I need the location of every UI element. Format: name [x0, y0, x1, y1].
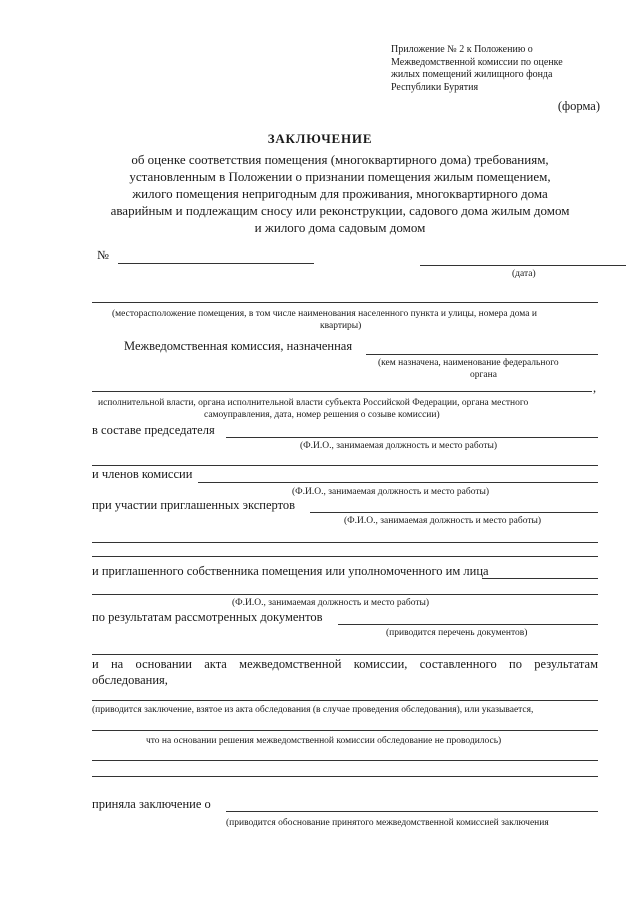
act-conclusion-field-continued[interactable]	[92, 730, 598, 731]
subtitle-line: установленным в Положении о признании помещения жилым помещением,	[129, 169, 551, 184]
subtitle-line: об оценке соответствия помещения (многоквартирного дома) требованиям,	[131, 152, 549, 167]
date-caption: (дата)	[512, 269, 536, 279]
experts-field-continued[interactable]	[92, 542, 598, 543]
commission-label: Межведомственная комиссия, назначенная	[124, 339, 353, 353]
act-conclusion-field-continued[interactable]	[92, 760, 598, 761]
experts-field[interactable]	[310, 512, 598, 513]
date-field[interactable]	[420, 265, 626, 266]
number-field[interactable]	[118, 263, 314, 264]
decision-field[interactable]	[226, 811, 598, 812]
comma: ,	[593, 381, 597, 395]
chairman-field-continued[interactable]	[92, 465, 598, 466]
location-field[interactable]	[92, 302, 598, 303]
act-text: обследования,	[92, 673, 168, 687]
documents-caption: (приводится перечень документов)	[386, 628, 528, 638]
appendix-line: Межведомственной комиссии по оценке	[391, 56, 563, 68]
appendix-line: жилых помещений жилищного фонда	[391, 69, 553, 80]
number-label: №	[97, 248, 109, 262]
experts-caption: (Ф.И.О., занимаемая должность и место работы)	[344, 516, 542, 526]
location-caption: квартиры)	[320, 321, 362, 331]
decision-label: приняла заключение о	[92, 797, 211, 811]
documents-label: по результатам рассмотренных документов	[92, 610, 323, 624]
documents-field-continued[interactable]	[92, 654, 598, 655]
subtitle-line: и жилого дома садовым домом	[254, 220, 426, 235]
documents-field[interactable]	[338, 624, 598, 625]
chairman-caption: (Ф.И.О., занимаемая должность и место работы)	[300, 441, 498, 451]
act-conclusion-field-continued[interactable]	[92, 776, 598, 777]
chairman-field[interactable]	[226, 437, 598, 438]
chairman-label: в составе председателя	[92, 423, 215, 437]
appendix-header	[391, 44, 591, 94]
owner-field-continued[interactable]	[92, 594, 598, 595]
act-caption: что на основании решения межведомственной комиссии обследование не проводилось)	[146, 736, 502, 746]
form-label: (форма)	[557, 99, 600, 113]
members-label: и членов комиссии	[92, 467, 193, 481]
act-conclusion-field[interactable]	[92, 700, 598, 701]
appendix-line: Республики Бурятия	[391, 81, 479, 93]
members-caption: (Ф.И.О., занимаемая должность и место работы)	[292, 487, 490, 497]
appointed-by-caption: (кем назначена, наименование федерального	[378, 358, 559, 368]
commission-appointed-field[interactable]	[366, 354, 598, 355]
experts-label: при участии приглашенных экспертов	[92, 498, 296, 512]
location-caption: (месторасположение помещения, в том числе наименования населенного пункта и улицы, номера дома и	[112, 309, 537, 319]
document-subtitle	[80, 151, 600, 236]
decision-caption: (приводится обоснование принятого межведомственной комиссией заключения	[226, 818, 549, 828]
owner-caption: (Ф.И.О., занимаемая должность и место работы)	[232, 598, 430, 608]
authority-field[interactable]	[92, 391, 592, 392]
appointed-by-caption: органа	[470, 370, 497, 380]
act-text: и на основании акта межведомственной комиссии, составленного по результатам	[92, 657, 598, 671]
subtitle-line: аварийным и подлежащим сносу или реконструкции, садового дома жилым домом	[110, 203, 570, 218]
authority-caption: исполнительной власти, органа исполнительной власти субъекта Российской Федерации, органа местного	[98, 398, 529, 408]
owner-field[interactable]	[482, 578, 598, 579]
act-caption: (приводится заключение, взятое из акта обследования (в случае проведения обследования), или указывается,	[92, 705, 534, 715]
document-title: ЗАКЛЮЧЕНИЕ	[267, 131, 373, 146]
appendix-line: Приложение № 2 к Положению о	[391, 44, 533, 55]
authority-caption: самоуправления, дата, номер решения о созыве комиссии)	[204, 410, 440, 420]
experts-field-continued[interactable]	[92, 556, 598, 557]
subtitle-line: жилого помещения непригодным для проживания, многоквартирного дома	[132, 186, 548, 201]
members-field[interactable]	[198, 482, 598, 483]
owner-label: и приглашенного собственника помещения или уполномоченного им лица	[92, 564, 489, 578]
